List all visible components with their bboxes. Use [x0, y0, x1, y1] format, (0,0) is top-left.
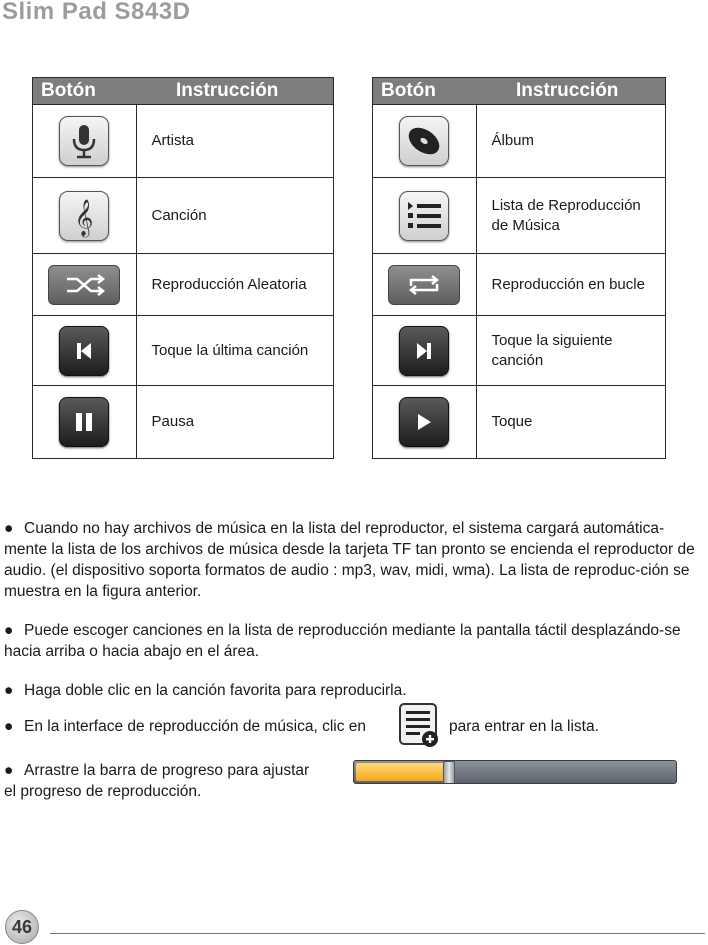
- header-instruction: Instrucción: [136, 78, 334, 105]
- shuffle-icon: [48, 265, 120, 305]
- header-button: Botón: [373, 78, 477, 105]
- repeat-icon: [388, 265, 460, 305]
- playlist-icon: [399, 191, 449, 241]
- table-row: [373, 105, 666, 178]
- header-button: Botón: [33, 78, 137, 105]
- previous-track-icon: [59, 326, 109, 376]
- table-row: [33, 178, 334, 254]
- row-text: Toque: [476, 386, 666, 459]
- buttons-table-left: [32, 77, 334, 459]
- row-text: Álbum: [476, 105, 666, 178]
- table-row: [373, 178, 666, 254]
- bullet-paragraph-4: ● En la interface de reproducción de música, clic en: [4, 718, 367, 735]
- svg-text:𝄞: 𝄞: [74, 197, 94, 236]
- row-text: Toque la siguiente canción: [476, 316, 666, 386]
- microphone-icon: [59, 116, 109, 166]
- table-row: [33, 254, 334, 316]
- row-text: Pausa: [136, 386, 334, 459]
- playlist-add-icon: [398, 703, 442, 749]
- bullet-paragraph-4-end: para entrar en la lista.: [449, 718, 599, 735]
- bullet-paragraph-1: ● Cuando no hay archivos de música en la lista del reproductor, el sistema cargará automática-mente la lista de los archivos de música desde la tarjeta TF tan pronto se encienda el reproductor de audio. (el dispositivo soporta formatos de audio : mp3, wav, midi, wma). La lista de reproduc-ción se muestra en la figura anterior.: [4, 520, 695, 600]
- buttons-table-right: [372, 77, 666, 459]
- album-disc-icon: [399, 116, 449, 166]
- next-track-icon: [399, 326, 449, 376]
- row-text: Lista de Reproducción de Música: [476, 178, 666, 254]
- progress-bar[interactable]: [353, 760, 677, 784]
- table-row: [33, 105, 334, 178]
- table-row: [373, 316, 666, 386]
- play-icon: [399, 397, 449, 447]
- progress-handle[interactable]: [443, 761, 455, 784]
- music-note-icon: [59, 191, 109, 241]
- table-row: [373, 386, 666, 459]
- row-text: Reproducción Aleatoria: [136, 254, 334, 316]
- table-row: [373, 254, 666, 316]
- footer-rule: [50, 933, 705, 934]
- progress-fill: [356, 763, 448, 781]
- page-title: Slim Pad S843D: [2, 0, 191, 25]
- row-text: Reproducción en bucle: [476, 254, 666, 316]
- bullet-paragraph-3: ● Haga doble clic en la canción favorita para reproducirla.: [4, 682, 407, 699]
- bullet-paragraph-5: ● Arrastre la barra de progreso para ajustar el progreso de reproducción.: [4, 762, 310, 800]
- row-text: Canción: [136, 178, 334, 254]
- bullet-paragraph-2: ● Puede escoger canciones en la lista de reproducción mediante la pantalla táctil desplazándo-se hacia arriba o hacia abajo en el área.: [4, 622, 681, 660]
- page-number: 46: [5, 910, 39, 944]
- header-instruction: Instrucción: [476, 78, 666, 105]
- table-row: [33, 316, 334, 386]
- row-text: Toque la última canción: [136, 316, 334, 386]
- row-text: Artista: [136, 105, 334, 178]
- table-row: [33, 386, 334, 459]
- pause-icon: [59, 397, 109, 447]
